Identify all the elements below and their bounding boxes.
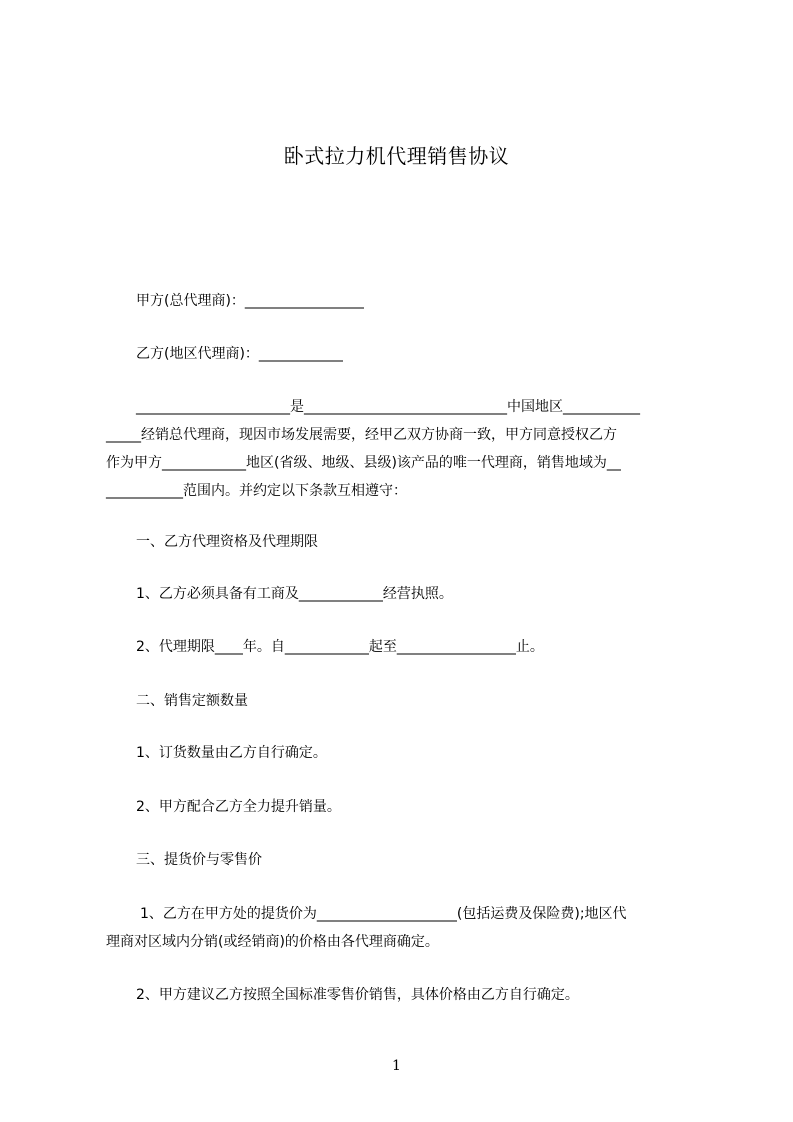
clause-item: 2、甲方配合乙方全力提升销量。 [136, 799, 341, 815]
page-number: 1 [392, 1058, 401, 1074]
clause-item: 1、乙方必须具备有工商及____________经营执照。 [136, 586, 453, 602]
section-heading: 二、销售定额数量 [136, 693, 248, 709]
clause-item: 1、订货数量由乙方自行确定。 [136, 745, 327, 761]
section-heading: 一、乙方代理资格及代理期限 [136, 534, 318, 550]
document-title: 卧式拉力机代理销售协议 [283, 144, 510, 168]
party-b-line: 乙方(地区代理商)：____________ [136, 346, 343, 362]
clause-item-continued: 理商对区域内分销(或经销商)的价格由各代理商确定。 [106, 934, 439, 950]
party-a-line: 甲方(总代理商)：_________________ [136, 293, 364, 309]
section-heading: 三、提货价与零售价 [136, 852, 262, 868]
clause-item: 1、乙方在甲方处的提货价为____________________(包括运费及保险费);地区代 [140, 906, 627, 922]
clause-item: 2、甲方建议乙方按照全国标准零售价销售，具体价格由乙方自行确定。 [136, 987, 579, 1003]
preamble-line: ______________________是_____________________________中国地区___________ [136, 399, 640, 415]
preamble-line: ___________范围内。并约定以下条款互相遵守： [106, 483, 407, 499]
clause-item: 2、代理期限____年。自____________起至_________________止。 [136, 639, 544, 655]
preamble-line: _____经销总代理商，现因市场发展需要，经甲乙双方协商一致，甲方同意授权乙方 [106, 427, 617, 443]
preamble-line: 作为甲方____________地区(省级、地级、县级)该产品的唯一代理商，销售地域为__ [106, 455, 621, 471]
